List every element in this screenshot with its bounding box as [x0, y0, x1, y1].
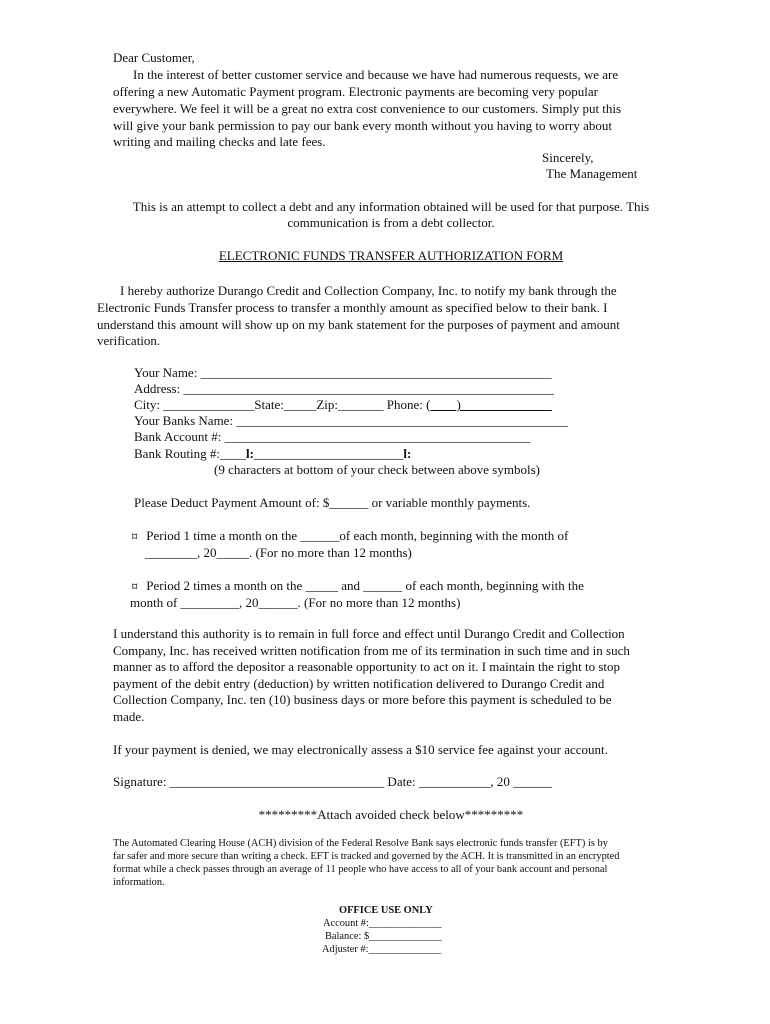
name-field[interactable]: Your Name: ______________________________________________________ [134, 365, 552, 380]
deduct-amount-field[interactable]: Please Deduct Payment Amount of: $______ or variable monthly payments. [134, 495, 531, 510]
office-account-label: Account #: [323, 918, 369, 929]
office-balance-field[interactable] [325, 930, 442, 943]
period-2-option[interactable] [132, 578, 584, 597]
ach-line: far safer and more secure than writing a check. EFT is tracked and governed by the ACH. It is transmitted in an encrypted [113, 851, 620, 862]
bank-account-field[interactable]: Bank Account #: _______________________________________________ [134, 429, 531, 444]
office-account-blank[interactable]: ______________ [368, 918, 442, 929]
authority-line: manner as to afford the depositor a reasonable opportunity to act on it. I maintain the right to stop [113, 659, 620, 674]
letter-line: In the interest of better customer service and because we have had numerous requests, we are [133, 67, 619, 82]
authority-line: payment of the debit entry (deduction) by written notification delivered to Durango Credit and [113, 676, 605, 691]
checkbox-icon[interactable]: ⌑ [132, 582, 138, 593]
office-use-title: OFFICE USE ONLY [339, 905, 433, 916]
intro-line: verification. [97, 333, 161, 348]
bank-routing-field[interactable] [134, 446, 411, 463]
phone-field[interactable]: ____)______________ [430, 397, 552, 412]
authority-line: Company, Inc. has received written notification from me of its termination in such time and in such [113, 643, 630, 658]
letter-line: will give your bank permission to pay our bank every month without you having to worry about [113, 118, 612, 133]
authority-line: Collection Company, Inc. ten (10) business days or more before this payment is scheduled to be [113, 692, 612, 707]
letter-line: everywhere. We feel it will be a great no extra cost convenience to our customers. Simply put this [113, 101, 622, 116]
routing-label: Bank Routing #:____ [134, 446, 246, 461]
authority-line: I understand this authority is to remain in full force and effect until Durango Credit and Collection [113, 626, 625, 641]
office-account-field[interactable] [323, 917, 442, 930]
routing-symbol: l: [245, 446, 254, 461]
office-adjuster-label: Adjuster #: [322, 944, 369, 955]
debt-notice-line: This is an attempt to collect a debt and any information obtained will be used for that purpose. This [132, 199, 650, 214]
period-1-text: Period 1 time a month on the ______of each month, beginning with the month of [146, 528, 569, 543]
office-adjuster-blank[interactable]: ______________ [368, 944, 442, 955]
bank-name-field[interactable]: Your Banks Name: ___________________________________________________ [134, 413, 568, 428]
office-balance-blank[interactable]: ______________ [369, 931, 442, 942]
address-field[interactable]: Address: _________________________________________________________ [134, 381, 554, 396]
ach-line: format while a check passes through an average of 11 people who have access to all of your bank account and personal [113, 864, 608, 875]
checkbox-icon[interactable]: ⌑ [132, 532, 138, 543]
office-adjuster-field[interactable] [322, 943, 441, 956]
ach-line: The Automated Clearing House (ACH) division of the Federal Resolve Bank says electronic funds transfer (EFT) is by [113, 838, 608, 849]
denied-fee-notice: If your payment is denied, we may electronically assess a $10 service fee against your account. [113, 742, 608, 757]
period-2-text: month of _________, 20______. (For no more than 12 months) [130, 595, 461, 610]
debt-notice-line: communication is from a debt collector. [287, 215, 495, 230]
letter-closing: Sincerely, [542, 150, 594, 165]
form-title: ELECTRONIC FUNDS TRANSFER AUTHORIZATION FORM [218, 248, 564, 263]
letter-greeting: Dear Customer, [113, 50, 195, 65]
office-balance-label: Balance: $ [325, 931, 370, 942]
routing-note: (9 characters at bottom of your check between above symbols) [214, 462, 540, 477]
intro-line: I hereby authorize Durango Credit and Collection Company, Inc. to notify my bank through the [120, 283, 617, 298]
city-state-zip-phone-field[interactable] [134, 397, 552, 414]
authority-line: made. [113, 709, 145, 724]
letter-line: writing and mailing checks and late fees. [113, 134, 326, 149]
city-state-zip-label[interactable]: City: ______________State:_____Zip:_______ Phone: ( [134, 397, 431, 412]
period-1-text: ________, 20_____. (For no more than 12 months) [145, 545, 412, 560]
intro-line: understand this amount will show up on my bank statement for the purposes of payment and amount [97, 317, 620, 332]
letter-signoff: The Management [546, 166, 638, 181]
ach-line: information. [113, 877, 165, 888]
routing-blank[interactable]: _______________________ [253, 446, 404, 461]
signature-date-field[interactable]: Signature: _________________________________ Date: ___________, 20 ______ [113, 774, 553, 789]
period-1-option[interactable] [132, 528, 568, 547]
intro-line: Electronic Funds Transfer process to transfer a monthly amount as specified below to their bank. I [97, 300, 608, 315]
letter-line: offering a new Automatic Payment program. Electronic payments are becoming very popular [113, 84, 598, 99]
attach-check-note: *********Attach avoided check below********* [258, 807, 524, 822]
routing-symbol: l: [403, 446, 412, 461]
period-2-text: Period 2 times a month on the _____ and ______ of each month, beginning with the [146, 578, 584, 593]
